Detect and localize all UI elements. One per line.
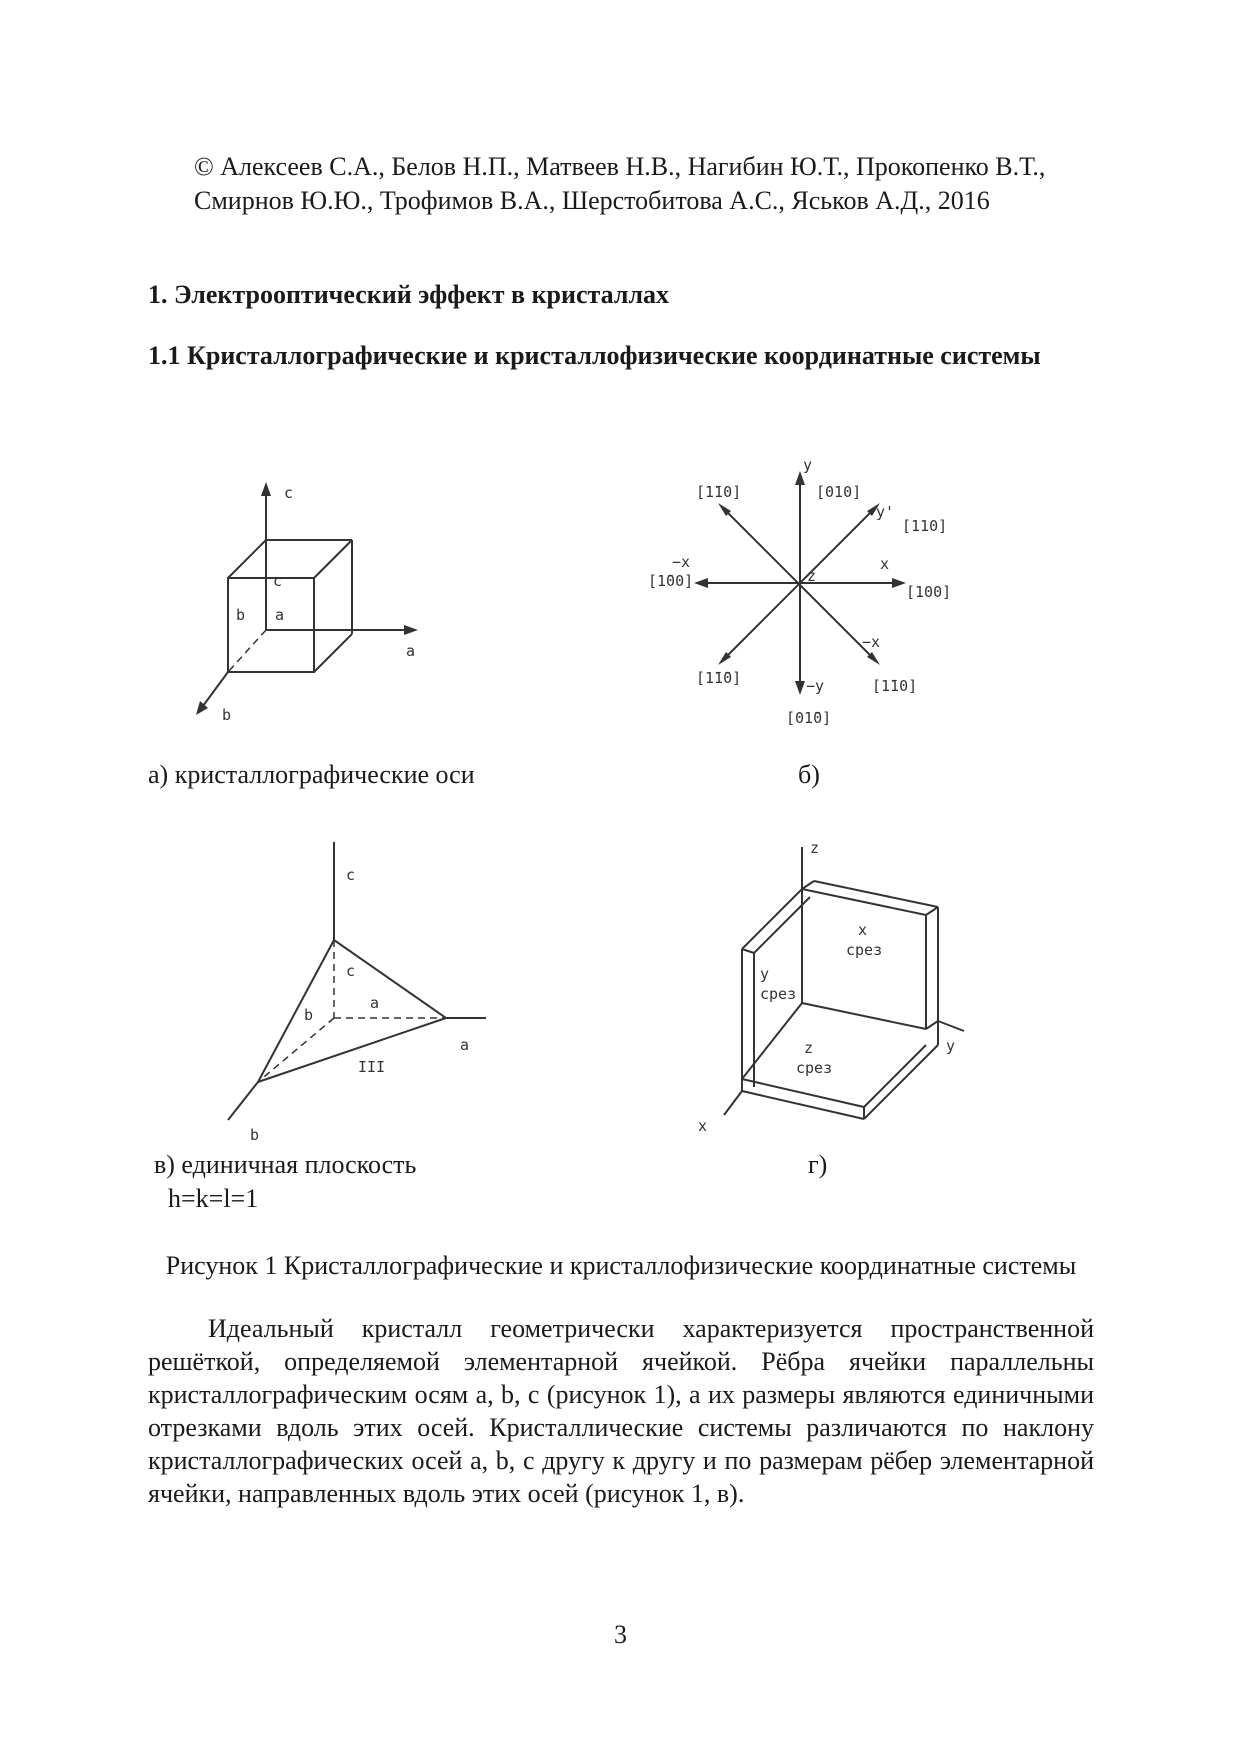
figure-title: Рисунок 1 Кристаллографические и кристаллофизические координатные системы [165, 1251, 1077, 1280]
label-m1m10: [1̄1̄0] [696, 669, 742, 687]
label-110: [110] [902, 517, 948, 535]
caption-c-line1: в) единичная плоскость [154, 1150, 417, 1179]
figure-d-cuts-diagram [660, 835, 980, 1145]
body-paragraph [148, 1312, 1094, 1510]
label-a-axis-c: a [460, 1036, 470, 1054]
label-b-mid: b [304, 1006, 314, 1024]
label-miller-index: III [358, 1058, 386, 1076]
label-100: [100] [906, 583, 952, 601]
label-a-mid: a [370, 994, 380, 1012]
section-heading: 1. Электрооптический эффект в кристаллах [148, 280, 670, 309]
paragraph-text: Идеальный кристалл геометрически характеризуется пространственной решёткой, определяемой элементарной ячейкой. Рёбра ячейки параллельны кристаллографическим осям a, b, c (рисунок 1), а их размеры являются единичными отрезками вдоль этих осей. Кристаллические системы различаются по наклону кристаллографических осей a, b, c другу к другу и по размерам рёбер элементарной ячейки, направленных вдоль этих осей (рисунок 1, в). [148, 1314, 1094, 1508]
label-b-axis: b [222, 706, 232, 724]
label-x-axis-d: x [698, 1117, 708, 1135]
label-b-axis-c: b [250, 1126, 260, 1144]
label-z-cut-1: z [804, 1039, 814, 1057]
label-c-top: c [346, 866, 356, 884]
figure-a-cube-diagram [180, 470, 440, 730]
label-x: x [880, 555, 890, 573]
label-1m10: [1̄10] [872, 677, 918, 695]
label-a-axis: a [406, 642, 416, 660]
figure-b-axes-diagram [640, 455, 970, 735]
label-z-axis-d: z [810, 839, 820, 857]
label-minus-x: −x [672, 553, 691, 571]
label-minus-x-2: −x [862, 633, 881, 651]
label-b-edge: b [236, 606, 246, 624]
copyright-notice: © Алексеев С.А., Белов Н.П., Матвеев Н.В., Нагибин Ю.Т., Прокопенко В.Т., Смирнов Ю.Ю., Трофимов В.А., Шерстобитова А.С., Яськов А.Д., 2016 [194, 152, 1046, 215]
label-c-axis: c [284, 484, 294, 502]
caption-b: б) [798, 760, 820, 789]
caption-c-line2: h=k=l=1 [168, 1184, 259, 1213]
label-yprime: y' [876, 503, 895, 521]
label-x-cut-2: срез [846, 941, 883, 959]
page-number: 3 [614, 1620, 627, 1649]
label-c-mid: c [346, 962, 356, 980]
label-c-edge: c [273, 572, 283, 590]
caption-a: а) кристаллографические оси [148, 760, 475, 789]
label-0m10: [01̄0] [786, 709, 832, 727]
figure-c-plane-diagram [210, 830, 500, 1150]
label-a-edge: a [275, 606, 285, 624]
label-m100: [1̄00] [648, 572, 694, 590]
label-z-cut-2: срез [796, 1059, 833, 1077]
label-m110: [1̄10] [696, 483, 742, 501]
label-y-cut-2: срез [760, 985, 797, 1003]
caption-d: г) [808, 1150, 828, 1179]
label-x-cut-1: x [858, 921, 868, 939]
label-y: y [803, 456, 813, 474]
label-010: [010] [816, 483, 862, 501]
subsection-heading: 1.1 Кристаллографические и кристаллофизические координатные системы [148, 341, 1041, 370]
label-z: z [807, 567, 817, 585]
label-minus-y: −y [806, 677, 825, 695]
label-y-cut-1: y [760, 965, 770, 983]
label-y-axis-d: y [946, 1037, 956, 1055]
